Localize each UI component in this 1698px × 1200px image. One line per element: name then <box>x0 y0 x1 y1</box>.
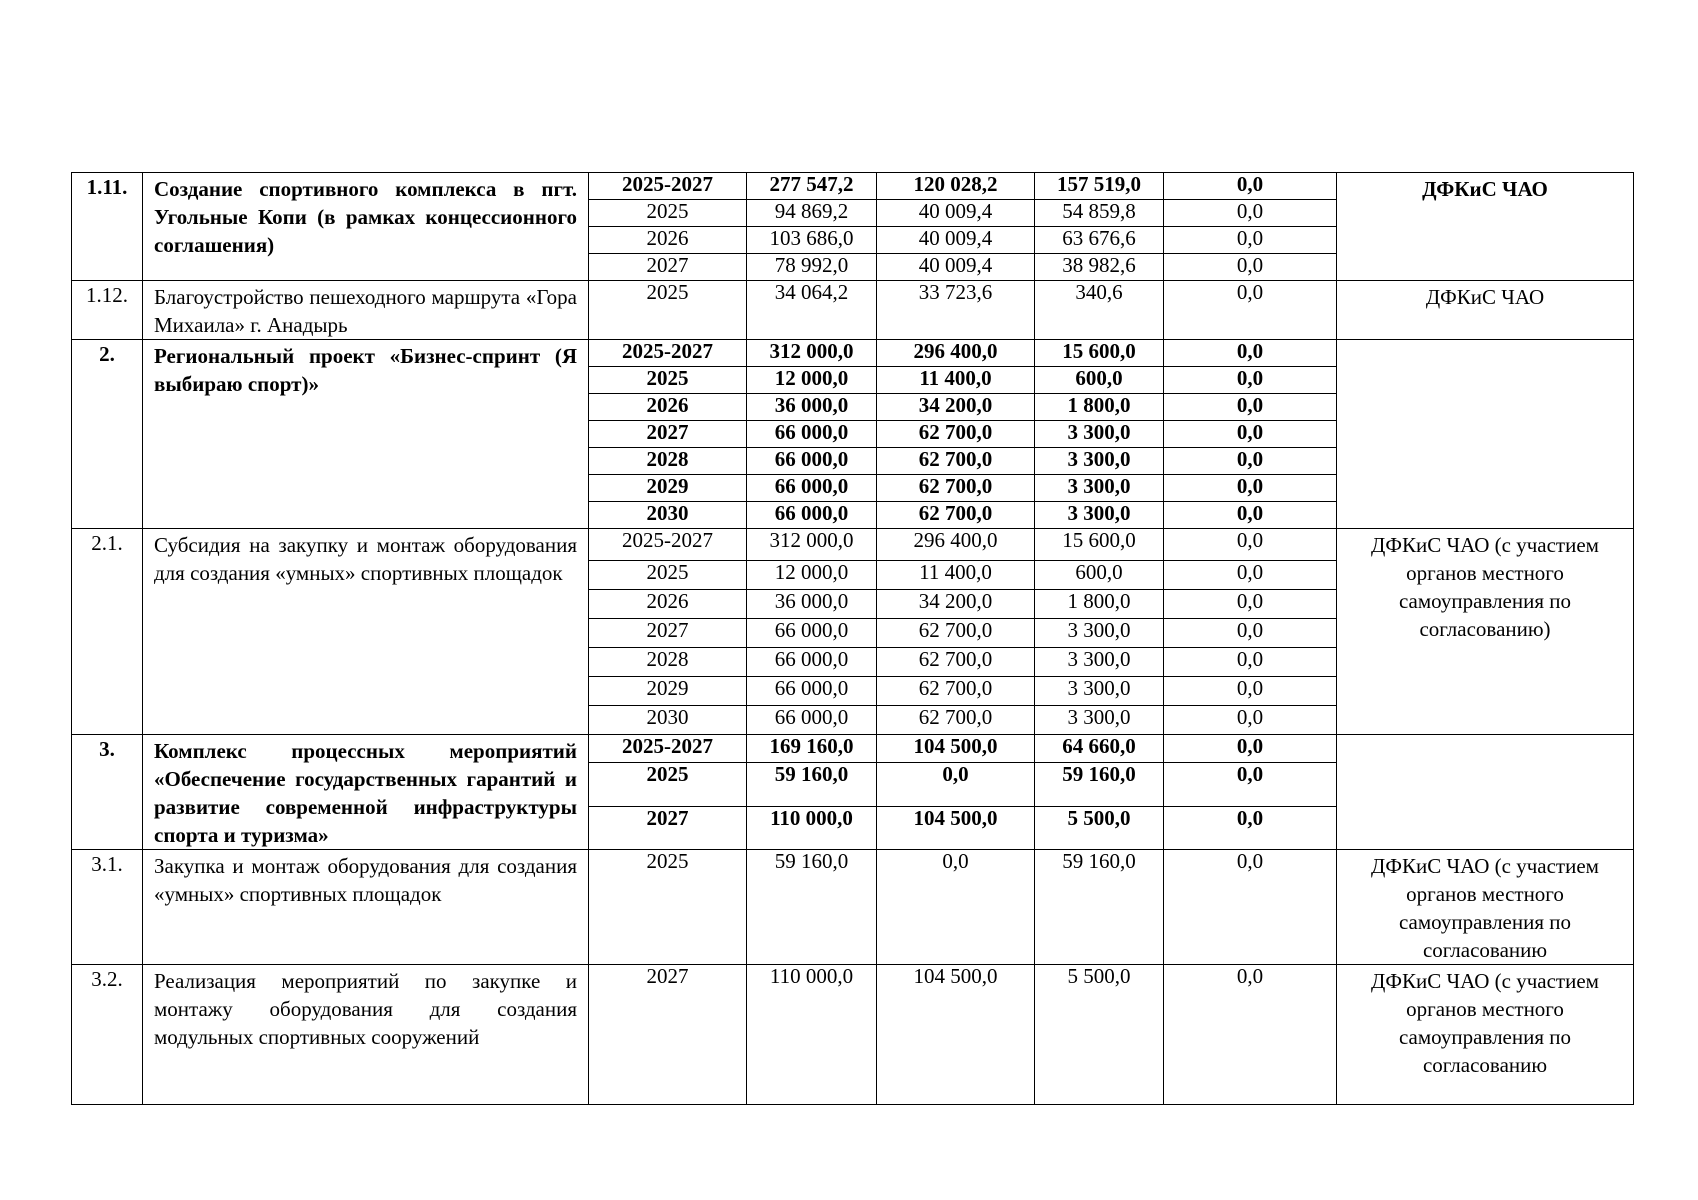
total-cell: 59 160,0 <box>747 762 877 806</box>
local-budget-cell: 600,0 <box>1035 561 1164 590</box>
other-sources-cell: 0,0 <box>1164 340 1337 367</box>
item-name: Реализация мероприятий по закупке и монтажу оборудования для создания модульных спортивных сооружений <box>143 965 589 1105</box>
local-budget-cell: 5 500,0 <box>1035 965 1164 1105</box>
regional-budget-cell: 34 200,0 <box>877 590 1035 619</box>
local-budget-cell: 64 660,0 <box>1035 735 1164 763</box>
year-cell: 2025 <box>589 762 747 806</box>
regional-budget-cell: 296 400,0 <box>877 529 1035 561</box>
other-sources-cell: 0,0 <box>1164 648 1337 677</box>
total-cell: 36 000,0 <box>747 394 877 421</box>
local-budget-cell: 3 300,0 <box>1035 421 1164 448</box>
responsible-executor: ДФКиС ЧАО <box>1337 281 1634 340</box>
total-cell: 66 000,0 <box>747 448 877 475</box>
local-budget-cell: 600,0 <box>1035 367 1164 394</box>
year-cell: 2027 <box>589 421 747 448</box>
year-cell: 2026 <box>589 590 747 619</box>
total-cell: 66 000,0 <box>747 421 877 448</box>
local-budget-cell: 3 300,0 <box>1035 448 1164 475</box>
other-sources-cell: 0,0 <box>1164 590 1337 619</box>
regional-budget-cell: 62 700,0 <box>877 619 1035 648</box>
total-cell: 66 000,0 <box>747 475 877 502</box>
year-cell: 2028 <box>589 648 747 677</box>
regional-budget-cell: 0,0 <box>877 850 1035 965</box>
regional-budget-cell: 34 200,0 <box>877 394 1035 421</box>
regional-budget-cell: 62 700,0 <box>877 502 1035 529</box>
other-sources-cell: 0,0 <box>1164 677 1337 706</box>
regional-budget-cell: 104 500,0 <box>877 806 1035 849</box>
regional-budget-cell: 11 400,0 <box>877 561 1035 590</box>
year-cell: 2027 <box>589 965 747 1105</box>
other-sources-cell: 0,0 <box>1164 475 1337 502</box>
responsible-executor <box>1337 340 1634 529</box>
other-sources-cell: 0,0 <box>1164 421 1337 448</box>
year-cell: 2025-2027 <box>589 529 747 561</box>
item-number: 3.2. <box>72 965 143 1105</box>
total-cell: 66 000,0 <box>747 706 877 735</box>
responsible-executor: ДФКиС ЧАО (с участием органов местного самоуправления по согласованию) <box>1337 529 1634 735</box>
local-budget-cell: 54 859,8 <box>1035 200 1164 227</box>
other-sources-cell: 0,0 <box>1164 561 1337 590</box>
regional-budget-cell: 62 700,0 <box>877 448 1035 475</box>
responsible-executor: ДФКиС ЧАО <box>1337 173 1634 281</box>
regional-budget-cell: 62 700,0 <box>877 475 1035 502</box>
local-budget-cell: 3 300,0 <box>1035 677 1164 706</box>
other-sources-cell: 0,0 <box>1164 965 1337 1105</box>
regional-budget-cell: 62 700,0 <box>877 648 1035 677</box>
other-sources-cell: 0,0 <box>1164 173 1337 200</box>
item-number: 1.11. <box>72 173 143 281</box>
year-cell: 2027 <box>589 619 747 648</box>
local-budget-cell: 38 982,6 <box>1035 254 1164 281</box>
other-sources-cell: 0,0 <box>1164 502 1337 529</box>
other-sources-cell: 0,0 <box>1164 394 1337 421</box>
local-budget-cell: 15 600,0 <box>1035 529 1164 561</box>
year-cell: 2030 <box>589 502 747 529</box>
total-cell: 12 000,0 <box>747 367 877 394</box>
responsible-executor: ДФКиС ЧАО (с участием органов местного самоуправления по согласованию <box>1337 850 1634 965</box>
table-row <box>72 735 1634 763</box>
item-name: Комплекс процессных мероприятий «Обеспечение государственных гарантий и развитие современной инфраструктуры спорта и туризма» <box>143 735 589 850</box>
year-cell: 2025-2027 <box>589 340 747 367</box>
local-budget-cell: 59 160,0 <box>1035 850 1164 965</box>
table-row <box>72 173 1634 200</box>
local-budget-cell: 15 600,0 <box>1035 340 1164 367</box>
total-cell: 34 064,2 <box>747 281 877 340</box>
total-cell: 110 000,0 <box>747 965 877 1105</box>
other-sources-cell: 0,0 <box>1164 200 1337 227</box>
year-cell: 2025 <box>589 281 747 340</box>
other-sources-cell: 0,0 <box>1164 448 1337 475</box>
regional-budget-cell: 296 400,0 <box>877 340 1035 367</box>
other-sources-cell: 0,0 <box>1164 735 1337 763</box>
item-name: Региональный проект «Бизнес-спринт (Я выбираю спорт)» <box>143 340 589 529</box>
year-cell: 2026 <box>589 227 747 254</box>
year-cell: 2030 <box>589 706 747 735</box>
table-row <box>72 281 1634 340</box>
local-budget-cell: 63 676,6 <box>1035 227 1164 254</box>
regional-budget-cell: 104 500,0 <box>877 735 1035 763</box>
total-cell: 312 000,0 <box>747 529 877 561</box>
year-cell: 2027 <box>589 806 747 849</box>
regional-budget-cell: 11 400,0 <box>877 367 1035 394</box>
local-budget-cell: 1 800,0 <box>1035 590 1164 619</box>
responsible-executor <box>1337 735 1634 850</box>
regional-budget-cell: 0,0 <box>877 762 1035 806</box>
item-number: 3.1. <box>72 850 143 965</box>
total-cell: 66 000,0 <box>747 677 877 706</box>
total-cell: 169 160,0 <box>747 735 877 763</box>
regional-budget-cell: 40 009,4 <box>877 227 1035 254</box>
total-cell: 59 160,0 <box>747 850 877 965</box>
table-row <box>72 850 1634 965</box>
total-cell: 12 000,0 <box>747 561 877 590</box>
year-cell: 2025-2027 <box>589 735 747 763</box>
other-sources-cell: 0,0 <box>1164 227 1337 254</box>
local-budget-cell: 3 300,0 <box>1035 502 1164 529</box>
regional-budget-cell: 33 723,6 <box>877 281 1035 340</box>
other-sources-cell: 0,0 <box>1164 850 1337 965</box>
total-cell: 277 547,2 <box>747 173 877 200</box>
funding-table <box>71 172 1634 1105</box>
regional-budget-cell: 40 009,4 <box>877 200 1035 227</box>
other-sources-cell: 0,0 <box>1164 254 1337 281</box>
table-row <box>72 340 1634 367</box>
local-budget-cell: 157 519,0 <box>1035 173 1164 200</box>
year-cell: 2025 <box>589 850 747 965</box>
responsible-executor: ДФКиС ЧАО (с участием органов местного самоуправления по согласованию <box>1337 965 1634 1105</box>
item-number: 1.12. <box>72 281 143 340</box>
regional-budget-cell: 62 700,0 <box>877 421 1035 448</box>
other-sources-cell: 0,0 <box>1164 762 1337 806</box>
item-name: Закупка и монтаж оборудования для создания «умных» спортивных площадок <box>143 850 589 965</box>
total-cell: 312 000,0 <box>747 340 877 367</box>
year-cell: 2029 <box>589 677 747 706</box>
total-cell: 36 000,0 <box>747 590 877 619</box>
local-budget-cell: 3 300,0 <box>1035 619 1164 648</box>
total-cell: 78 992,0 <box>747 254 877 281</box>
year-cell: 2027 <box>589 254 747 281</box>
year-cell: 2025 <box>589 200 747 227</box>
item-name: Благоустройство пешеходного маршрута «Гора Михаила» г. Анадырь <box>143 281 589 340</box>
item-number: 3. <box>72 735 143 850</box>
total-cell: 94 869,2 <box>747 200 877 227</box>
local-budget-cell: 59 160,0 <box>1035 762 1164 806</box>
regional-budget-cell: 62 700,0 <box>877 677 1035 706</box>
local-budget-cell: 3 300,0 <box>1035 475 1164 502</box>
total-cell: 66 000,0 <box>747 619 877 648</box>
regional-budget-cell: 40 009,4 <box>877 254 1035 281</box>
year-cell: 2029 <box>589 475 747 502</box>
other-sources-cell: 0,0 <box>1164 281 1337 340</box>
item-number: 2.1. <box>72 529 143 735</box>
other-sources-cell: 0,0 <box>1164 806 1337 849</box>
year-cell: 2025 <box>589 367 747 394</box>
other-sources-cell: 0,0 <box>1164 706 1337 735</box>
other-sources-cell: 0,0 <box>1164 529 1337 561</box>
year-cell: 2025-2027 <box>589 173 747 200</box>
year-cell: 2026 <box>589 394 747 421</box>
local-budget-cell: 1 800,0 <box>1035 394 1164 421</box>
item-name: Создание спортивного комплекса в пгт. Угольные Копи (в рамках концессионного соглашения) <box>143 173 589 281</box>
regional-budget-cell: 104 500,0 <box>877 965 1035 1105</box>
local-budget-cell: 5 500,0 <box>1035 806 1164 849</box>
local-budget-cell: 3 300,0 <box>1035 706 1164 735</box>
local-budget-cell: 340,6 <box>1035 281 1164 340</box>
total-cell: 103 686,0 <box>747 227 877 254</box>
item-name: Субсидия на закупку и монтаж оборудования для создания «умных» спортивных площадок <box>143 529 589 735</box>
table-row <box>72 529 1634 561</box>
other-sources-cell: 0,0 <box>1164 367 1337 394</box>
total-cell: 66 000,0 <box>747 648 877 677</box>
regional-budget-cell: 120 028,2 <box>877 173 1035 200</box>
item-number: 2. <box>72 340 143 529</box>
year-cell: 2025 <box>589 561 747 590</box>
regional-budget-cell: 62 700,0 <box>877 706 1035 735</box>
table-row <box>72 965 1634 1105</box>
year-cell: 2028 <box>589 448 747 475</box>
local-budget-cell: 3 300,0 <box>1035 648 1164 677</box>
other-sources-cell: 0,0 <box>1164 619 1337 648</box>
total-cell: 66 000,0 <box>747 502 877 529</box>
total-cell: 110 000,0 <box>747 806 877 849</box>
